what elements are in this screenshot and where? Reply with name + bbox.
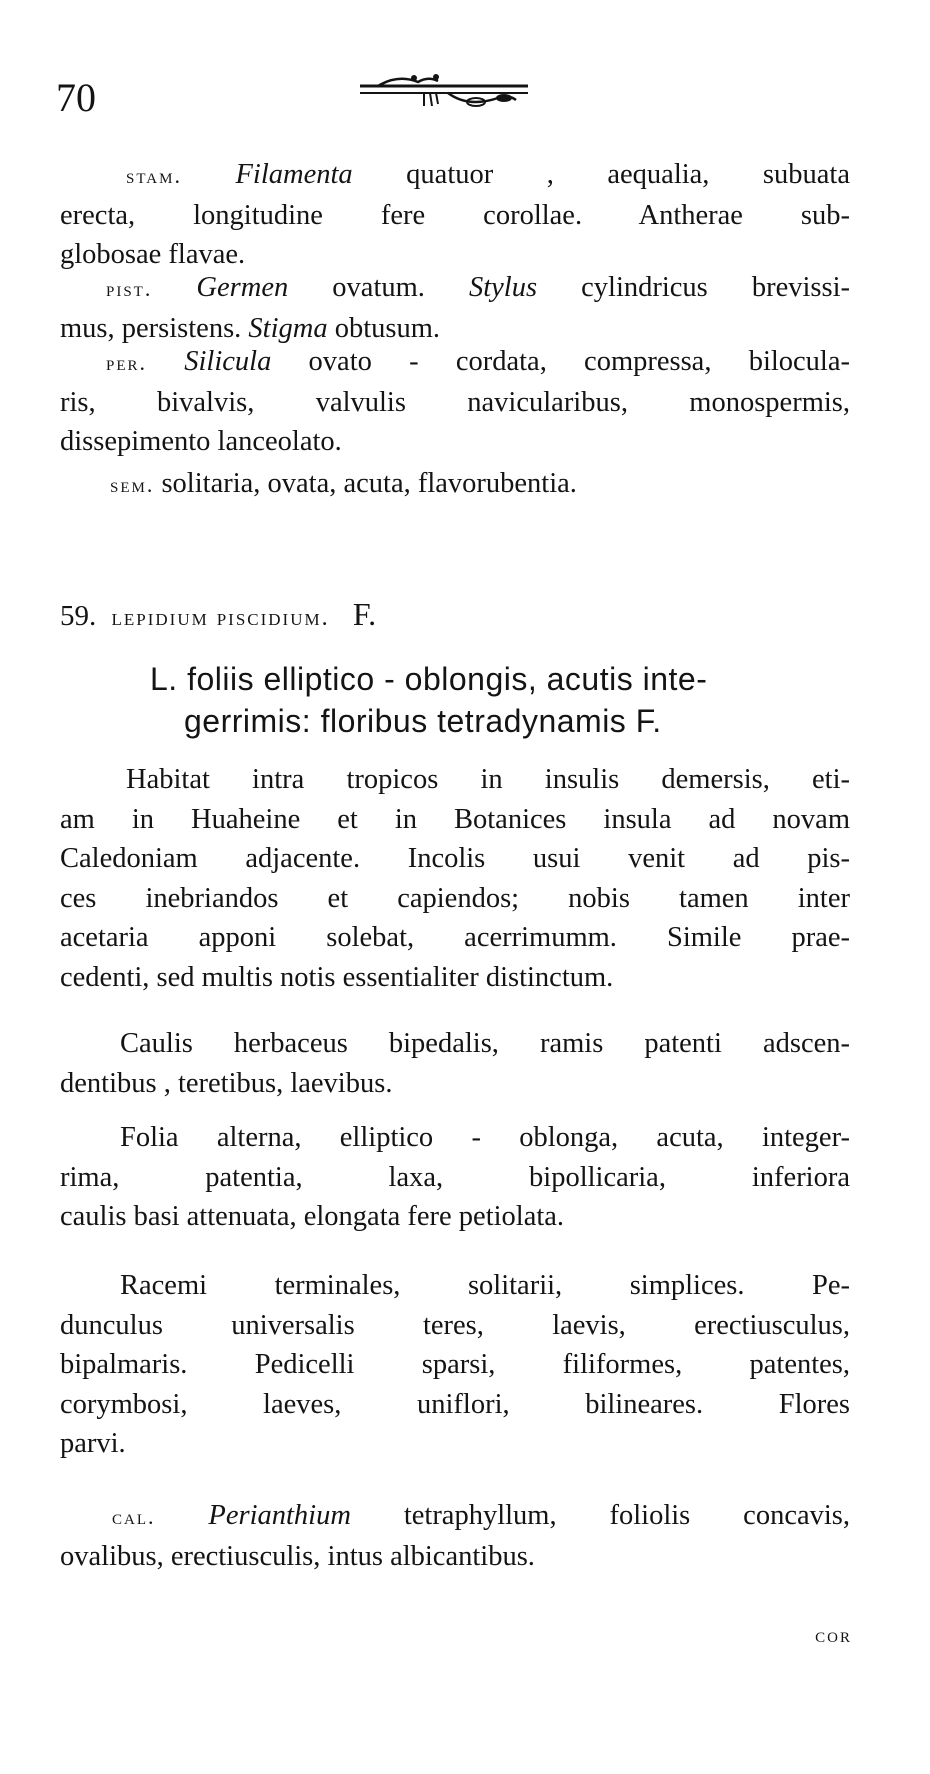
pericarp-text-1: ovato - cordata, compressa, bilocula-	[271, 346, 850, 377]
calyx-label: cal.	[112, 1504, 156, 1529]
calyx-paragraph	[60, 1496, 850, 1576]
stamen-text-3: globosae flavae.	[60, 239, 246, 270]
silicula-term: Silicula	[184, 346, 272, 377]
folia-line: Folia alterna, elliptico - oblonga, acuta, integer-	[120, 1122, 850, 1153]
racemi-paragraph	[60, 1266, 850, 1464]
pistil-text-4: obtusum.	[327, 312, 441, 344]
species-number: 59.	[60, 600, 97, 632]
diagnosis-line-1: L. foliis elliptico - oblongis, acutis inte-	[150, 661, 708, 697]
racemi-line: Racemi terminales, solitarii, simplices. Pe-	[120, 1270, 850, 1301]
stylus-term: Stylus	[468, 272, 538, 303]
pericarp-label: per.	[106, 350, 148, 375]
species-name: lepidium piscidium.	[111, 605, 330, 631]
seed-text: solitaria, ovata, acuta, flavorubentia.	[154, 468, 577, 499]
species-author: F.	[352, 596, 377, 632]
species-heading	[60, 596, 376, 633]
diagnosis-line-2: gerrimis: floribus tetradynamis F.	[184, 703, 662, 739]
pistil-text-2: cylindricus brevissi-	[537, 272, 850, 303]
pericarp-text-3: dissepimento lanceolato.	[60, 426, 342, 457]
caulis-line: Caulis herbaceus bipedalis, ramis patenti adscen-	[120, 1028, 850, 1059]
racemi-line: dunculus universalis teres, laevis, erectiusculus,	[60, 1309, 850, 1341]
stamen-text-1: quatuor , aequalia, subuata	[352, 159, 850, 190]
habitat-line: acetaria apponi solebat, acerrimumm. Simile prae-	[60, 922, 850, 953]
species-diagnosis	[150, 658, 848, 742]
stamen-paragraph	[60, 155, 850, 275]
habitat-line: Caledoniam adjacente. Incolis usui venit ad pis-	[60, 843, 850, 874]
racemi-line: parvi.	[60, 1428, 126, 1459]
folia-paragraph	[60, 1118, 850, 1237]
seed-paragraph	[60, 464, 850, 505]
pericarp-text-2: ris, bivalvis, valvulis navicularibus, monospermis,	[60, 386, 850, 418]
stigma-term: Stigma	[248, 312, 328, 344]
stamen-text-2: erecta, longitudine fere corollae. Antherae sub-	[60, 199, 850, 231]
stamen-label: stam.	[126, 163, 182, 188]
racemi-line: corymbosi, laeves, uniflori, bilineares. Flores	[60, 1388, 850, 1420]
caulis-paragraph	[60, 1024, 850, 1103]
germen-term: Germen	[196, 272, 289, 303]
habitat-line: ces inebriandos et capiendos; nobis tamen inter	[60, 882, 850, 914]
stamen-term: Filamenta	[235, 159, 353, 190]
vine-ornament-icon	[358, 72, 530, 122]
habitat-line: am in Huaheine et in Botanices insula ad novam	[60, 803, 850, 835]
pistil-label: pist.	[106, 276, 153, 301]
catchword: cor	[815, 1622, 852, 1647]
pistil-text-3: mus, persistens.	[60, 312, 249, 344]
calyx-text-1: tetraphyllum, foliolis concavis,	[350, 1500, 850, 1531]
page-number: 70	[56, 75, 96, 120]
pericarp-paragraph	[60, 342, 850, 462]
folia-line: rima, patentia, laxa, bipollicaria, inferiora	[60, 1161, 850, 1193]
pistil-text-1: ovatum.	[288, 272, 469, 303]
habitat-line: cedenti, sed multis notis essentialiter distinctum.	[60, 961, 614, 993]
pistil-paragraph	[60, 268, 850, 348]
perianthium-term: Perianthium	[208, 1500, 351, 1531]
habitat-paragraph	[60, 760, 850, 997]
seed-label: sem.	[110, 472, 155, 497]
calyx-text-2: ovalibus, erectiusculis, intus albicantibus.	[60, 1540, 535, 1572]
habitat-line: Habitat intra tropicos in insulis demersis, eti-	[126, 764, 850, 795]
caulis-line: dentibus , teretibus, laevibus.	[60, 1067, 393, 1099]
folia-line: caulis basi attenuata, elongata fere petiolata.	[60, 1201, 565, 1232]
racemi-line: bipalmaris. Pedicelli sparsi, filiformes, patentes,	[60, 1349, 850, 1380]
